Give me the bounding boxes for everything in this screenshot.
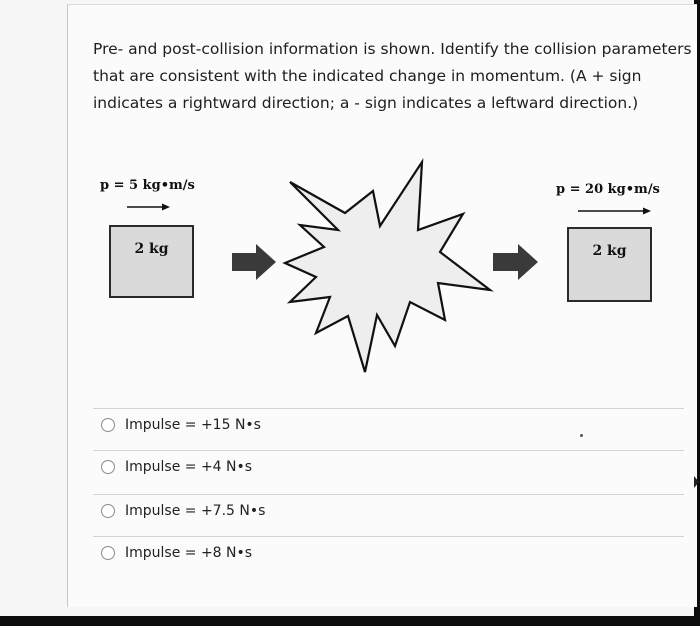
- option-label: Impulse = +4 N•s: [125, 459, 253, 475]
- option-label: Impulse = +15 N•s: [125, 417, 261, 433]
- final-momentum-label: p = 20 kg•m/s: [556, 182, 660, 197]
- initial-momentum-label: p = 5 kg•m/s: [100, 178, 195, 193]
- question-text: Pre- and post-collision information is shown. Identify the collision parameters that are consistent with the indicated change in momentum. (A + sign indicates a rightward direction; a - sign indicates a leftward direction.): [93, 40, 692, 112]
- final-mass-label: 2 kg: [592, 243, 627, 259]
- option-label: Impulse = +8 N•s: [125, 545, 253, 561]
- option-label: Impulse = +7.5 N•s: [125, 503, 266, 519]
- cursor-icon: [694, 476, 699, 488]
- initial-mass-label: 2 kg: [134, 241, 169, 257]
